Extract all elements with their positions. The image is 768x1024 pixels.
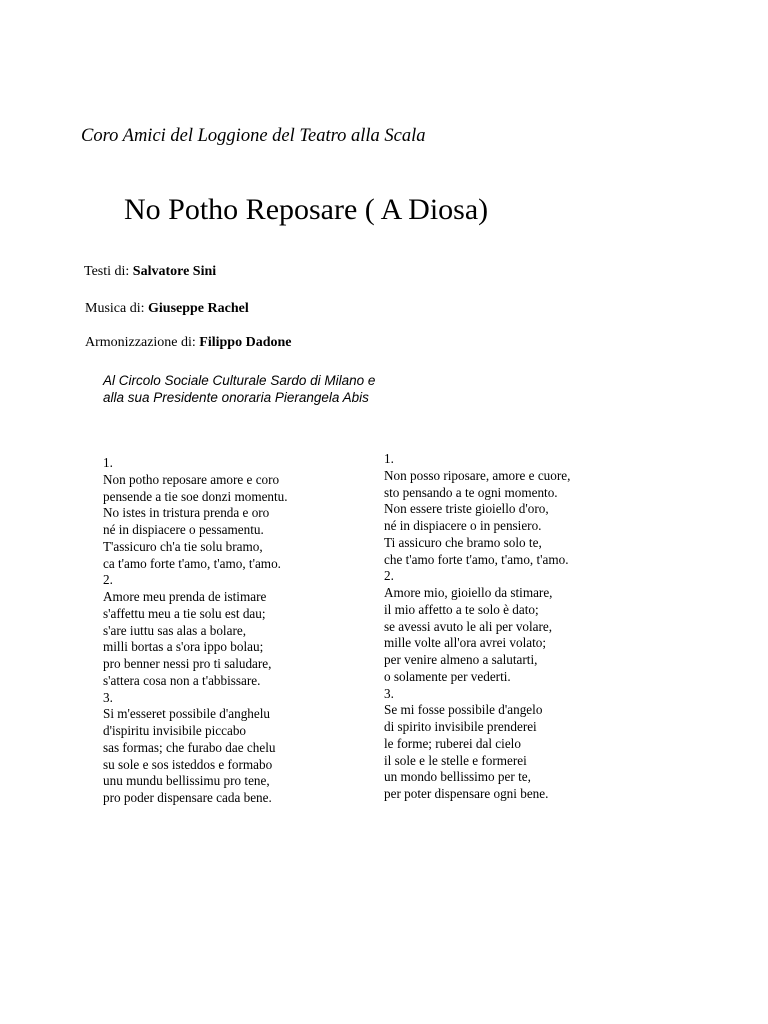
translation-line: Non essere triste gioiello d'oro, xyxy=(384,501,549,517)
lyric-line: pro poder dispensare cada bene. xyxy=(103,790,272,805)
dedication-line: Al Circolo Sociale Culturale Sardo di Milano e xyxy=(103,373,376,388)
lyric-line: No istes in tristura prenda e oro xyxy=(103,505,270,521)
translation-line: che t'amo forte t'amo, t'amo, t'amo. xyxy=(384,551,569,567)
lyrics-credit-label: Testi di: xyxy=(84,264,130,279)
lyric-line: pensende a tie soe donzi momentu. xyxy=(103,488,288,504)
music-credit-label: Musica di: xyxy=(85,301,145,316)
lyric-line: Non potho reposare amore e coro xyxy=(103,471,280,487)
translation-line: le forme; ruberei dal cielo xyxy=(384,735,521,751)
lyric-line: né in dispiacere o pessamentu. xyxy=(103,522,264,537)
lyric-line: Si m'esseret possibile d'anghelu xyxy=(103,706,271,722)
lyric-line: Amore meu prenda de istimare xyxy=(103,589,267,604)
song-title: No Potho Reposare ( A Diosa) xyxy=(124,193,489,226)
music-credit-author: Giuseppe Rachel xyxy=(148,301,249,316)
translation-line: o solamente per vederti. xyxy=(384,668,511,684)
translation-line: Se mi fosse possibile d'angelo xyxy=(384,702,543,718)
lyric-line: sas formas; che furabo dae chelu xyxy=(103,739,276,755)
lyric-line: d'ispiritu invisibile piccabo xyxy=(103,723,247,738)
lyric-line: s'are iuttu sas alas a bolare, xyxy=(103,622,246,638)
lyric-line: 2. xyxy=(103,572,113,588)
translation-line: per poter dispensare ogni bene. xyxy=(384,786,549,801)
lyric-line: 1. xyxy=(103,455,113,470)
translation-line: 3. xyxy=(384,685,394,701)
lyric-line: T'assicuro ch'a tie solu bramo, xyxy=(103,538,263,554)
lyric-line: unu mundu bellissimu pro tene, xyxy=(103,773,270,789)
translation-line: il sole e le stelle e formerei xyxy=(384,752,527,768)
translation-line: né in dispiacere o in pensiero. xyxy=(384,518,542,533)
choir-name: Coro Amici del Loggione del Teatro alla Scala xyxy=(81,126,426,146)
translation-line: se avessi avuto le ali per volare, xyxy=(384,618,553,634)
lyric-line: ca t'amo forte t'amo, t'amo, t'amo. xyxy=(103,555,281,571)
lyric-line: s'attera cosa non a t'abbissare. xyxy=(103,672,261,688)
translation-line: Ti assicuro che bramo solo te, xyxy=(384,534,542,550)
lyric-line: su sole e sos isteddos e formabo xyxy=(103,756,273,772)
dedication-line: alla sua Presidente onoraria Pierangela Abis xyxy=(103,390,369,405)
dedication xyxy=(103,372,375,406)
translation-line: il mio affetto a te solo è dato; xyxy=(384,601,539,617)
harmonization-credit-label: Armonizzazione di: xyxy=(85,335,196,350)
lyric-line: 3. xyxy=(103,689,113,705)
lyric-line: pro benner nessi pro ti saludare, xyxy=(103,656,272,671)
lyrics-credit-author: Salvatore Sini xyxy=(132,264,217,279)
harmonization-credit xyxy=(85,335,292,351)
translation-line: sto pensando a te ogni momento. xyxy=(384,484,558,500)
lyric-line: milli bortas a s'ora ippo bolau; xyxy=(103,639,264,655)
translation-line: 1. xyxy=(384,451,394,466)
lyrics-original-column xyxy=(103,455,288,807)
translation-line: un mondo bellissimo per te, xyxy=(384,769,531,785)
translation-line: Amore mio, gioiello da stimare, xyxy=(384,585,553,600)
translation-line: per venire almeno a salutarti, xyxy=(384,652,538,667)
translation-line: 2. xyxy=(384,568,394,584)
translation-line: Non posso riposare, amore e cuore, xyxy=(384,467,571,483)
lyrics-translation-column xyxy=(384,451,570,803)
music-credit xyxy=(85,301,249,317)
lyrics-credit xyxy=(84,264,216,280)
translation-line: mille volte all'ora avrei volato; xyxy=(384,635,547,651)
translation-line: di spirito invisibile prenderei xyxy=(384,719,537,734)
harmonization-credit-author: Filippo Dadone xyxy=(199,335,292,350)
lyric-line: s'affettu meu a tie solu est dau; xyxy=(103,605,266,621)
